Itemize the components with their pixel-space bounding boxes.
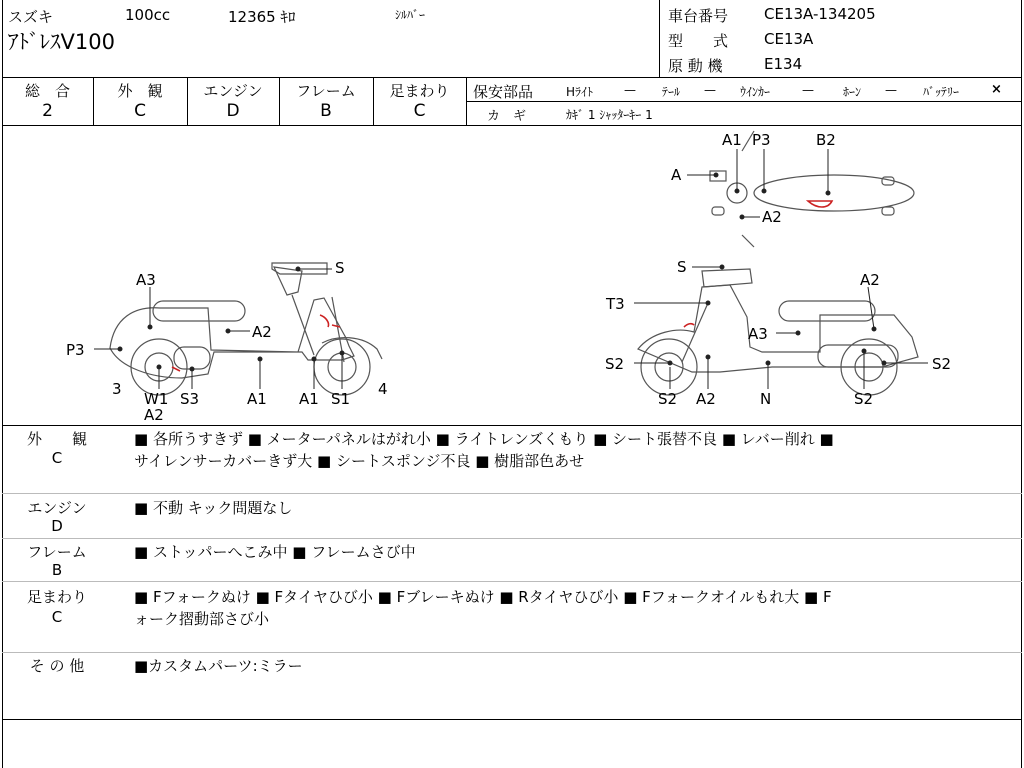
lbl-right-s2c: S2	[932, 355, 952, 373]
engine-value: E134	[764, 55, 803, 73]
damage-mark-right-leg	[684, 324, 694, 327]
remark-exterior-label: 外 観	[26, 430, 87, 448]
lbl-left-a1: A1	[247, 390, 267, 408]
grade-exterior-label: 外 観	[117, 82, 163, 100]
rule-bottom	[2, 719, 1022, 720]
lbl-top-b2: B2	[816, 131, 836, 149]
rule-r4	[2, 652, 1022, 653]
rule-safety-mid	[466, 101, 1022, 102]
remark-frame-grade: B	[51, 561, 63, 579]
lbl-top-a: A	[671, 166, 682, 184]
remark-suspension-label: 足まわり	[26, 588, 87, 606]
lbl-left-a2: A2	[252, 323, 272, 341]
left-muffler	[174, 347, 210, 369]
lbl-right-a2: A2	[860, 271, 880, 289]
rule-r1	[2, 493, 1022, 494]
key-value: ｶｷﾞ 1 ｼｬｯﾀｰｷｰ 1	[566, 108, 653, 122]
rule-r3	[2, 581, 1022, 582]
left-body-outline	[110, 298, 354, 378]
safety-tail: ﾃｰﾙ	[662, 85, 681, 99]
remark-exterior-line2: サイレンサーカバーきず大 ■ シートスポンジ不良 ■ 樹脂部色あせ	[134, 452, 585, 470]
remark-frame-line1: ■ ストッパーへこみ中 ■ フレームさび中	[134, 543, 416, 561]
mileage: 12365 ｷﾛ	[228, 8, 296, 26]
right-seat	[779, 301, 875, 321]
safety-winker-mark: —	[802, 83, 814, 97]
rule-r2	[2, 538, 1022, 539]
lbl-right-s2a: S2	[605, 355, 625, 373]
grade-frame-value: B	[320, 101, 332, 121]
remark-other-label: そ の 他	[29, 657, 85, 675]
model-name: ｱﾄﾞﾚｽV100	[8, 30, 115, 54]
lbl-left-s1: S1	[331, 390, 351, 408]
safety-tail-mark: —	[704, 83, 716, 97]
frame-no-label: 車台番号	[668, 7, 729, 25]
type-value: CE13A	[764, 30, 814, 48]
safety-headlight: Hﾗｲﾄ	[566, 85, 594, 99]
rule-grades	[2, 125, 1022, 126]
safety-winker: ｳｲﾝｶｰ	[740, 85, 771, 99]
safety-label: 保安部品	[473, 83, 534, 101]
grade-exterior-value: C	[134, 101, 146, 121]
rule-header	[2, 77, 1022, 78]
lbl-right-t3: T3	[606, 295, 625, 313]
safety-battery-mark: ×	[991, 82, 1002, 97]
displacement: 100cc	[125, 6, 171, 24]
damage-diagram	[2, 127, 1022, 425]
remark-engine-label: エンジン	[27, 499, 87, 517]
lbl-right-n: N	[760, 390, 772, 408]
lbl-top-a1: A1	[722, 131, 742, 149]
grade-suspension-label: 足まわり	[389, 82, 450, 100]
lbl-top-a2: A2	[762, 208, 782, 226]
grade-overall-label: 総 合	[24, 82, 70, 100]
remark-suspension-line2: ォーク摺動部さび小	[134, 610, 270, 628]
safety-horn-mark: —	[885, 83, 897, 97]
remark-engine-grade: D	[51, 517, 63, 535]
lbl-right-s: S	[677, 258, 687, 276]
engine-label: 原 動 機	[668, 57, 723, 75]
lbl-left-a2b: A2	[144, 406, 164, 424]
lbl-right-s2d: S2	[854, 390, 874, 408]
lbl-left-s3: S3	[180, 390, 200, 408]
left-seat	[153, 301, 245, 321]
color: ｼﾙﾊﾞｰ	[395, 8, 426, 22]
key-label: カ ギ	[487, 109, 527, 124]
safety-headlight-mark: —	[624, 83, 636, 97]
lbl-right-a3: A3	[748, 325, 768, 343]
damage-mark-top-seat	[808, 201, 832, 207]
top-body	[754, 175, 914, 211]
lbl-right-s2b: S2	[658, 390, 678, 408]
lbl-right-a2b: A2	[696, 390, 716, 408]
remark-suspension-line1: ■ Fフォークぬけ ■ Fタイヤひび小 ■ Fブレーキぬけ ■ Rタイヤひび小 ■ Fフォークオイルもれ大 ■ F	[134, 588, 832, 606]
lbl-left-a3: A3	[136, 271, 156, 289]
grade-engine-value: D	[226, 101, 240, 121]
remark-frame-label: フレーム	[27, 543, 87, 561]
col-sep-5	[466, 77, 467, 125]
lbl-left-s: S	[335, 259, 345, 277]
lbl-left-w1: W1	[144, 390, 169, 408]
remark-engine-line1: ■ 不動 キック問題なし	[134, 499, 293, 517]
grade-frame-label: フレーム	[296, 82, 356, 100]
remark-suspension-grade: C	[51, 608, 63, 626]
lbl-left-3: 3	[112, 380, 122, 398]
type-label: 型 式	[668, 32, 729, 50]
safety-battery: ﾊﾞｯﾃﾘｰ	[923, 85, 960, 99]
frame-no: CE13A-134205	[764, 5, 876, 23]
right-handlebar	[702, 269, 752, 287]
lbl-left-p3: P3	[66, 341, 85, 359]
maker: スズキ	[8, 8, 54, 26]
lbl-left-4: 4	[378, 380, 388, 398]
grade-engine-label: エンジン	[203, 82, 263, 100]
lbl-left-a1b: A1	[299, 390, 319, 408]
remark-exterior-line1: ■ 各所うすきず ■ メーターパネルはがれ小 ■ ライトレンズくもり ■ シート張替不良 ■ レバー削れ ■	[134, 430, 834, 448]
grade-suspension-value: C	[413, 101, 426, 121]
safety-horn: ﾎｰﾝ	[843, 85, 862, 99]
remark-exterior-grade: C	[51, 449, 63, 467]
lbl-top-p3: P3	[752, 131, 771, 149]
grade-overall-value: 2	[42, 101, 53, 121]
remark-other-line1: ■カスタムパーツ:ミラー	[134, 657, 303, 675]
rule-diagram	[2, 425, 1022, 426]
header-sep	[659, 0, 660, 77]
